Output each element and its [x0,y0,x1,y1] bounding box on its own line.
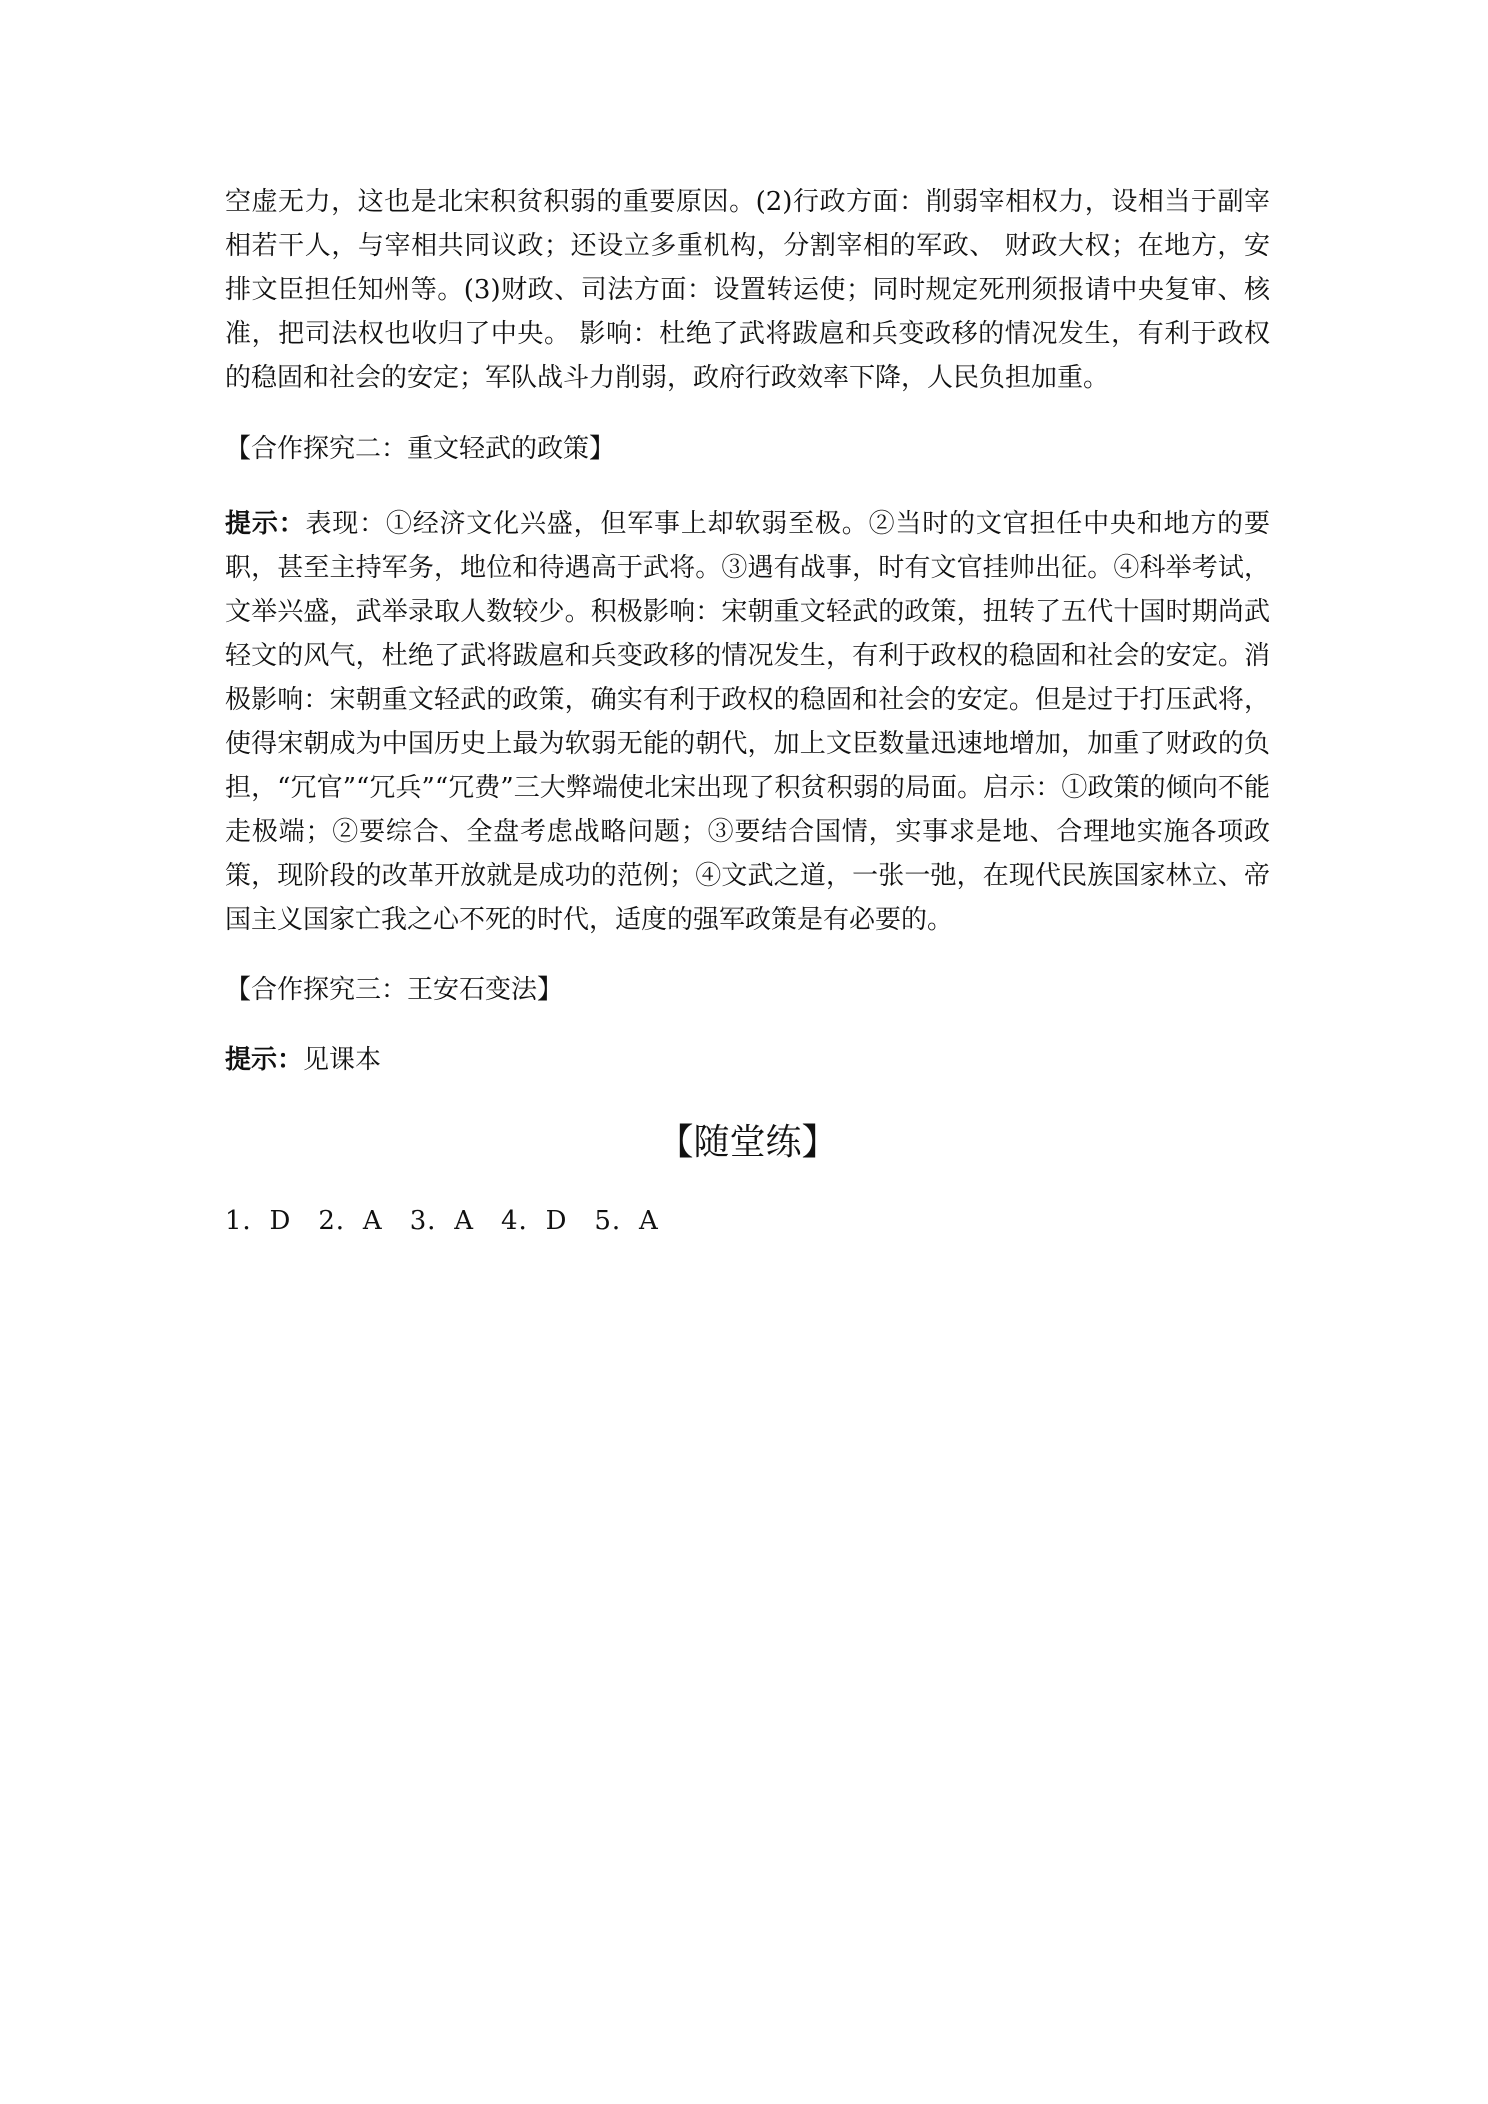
document-page [225,180,1270,1243]
hint-text: 表现：①经济文化兴盛，但军事上却软弱至极。②当时的文官担任中央和地方的要职，甚至主持军务，地位和待遇高于武将。③遇有战事，时有文官挂帅出征。④科举考试，文举兴盛，武举录取人数较少。积极影响：宋朝重文轻武的政策，扭转了五代十国时期尚武轻文的风气，杜绝了武将跋扈和兵变政移的情况发生，有利于政权的稳固和社会的安定。消极影响：宋朝重文轻武的政策，确实有利于政权的稳固和社会的安定。但是过于打压武将，使得宋朝成为中国历史上最为软弱无能的朝代，加上文臣数量迅速地增加，加重了财政的负担，“冗官”“冗兵”“冗费”三大弊端使北宋出现了积贫积弱的局面。启示：①政策的倾向不能走极端；②要综合、全盘考虑战略问题；③要结合国情，实事求是地、合理地实施各项政策，现阶段的改革开放就是成功的范例；④文武之道，一张一弛，在现代民族国家林立、帝国主义国家亡我之心不死的时代，适度的强军政策是有必要的。 [225,509,1270,935]
spacer [225,1082,1270,1118]
practice-title: 【随堂练】 [657,1122,838,1163]
spacer [225,400,1270,427]
spacer [225,1168,1270,1199]
section-two-hint-paragraph [225,502,1270,942]
spacer [225,942,1270,968]
section-two-heading: 【合作探究二：重文轻武的政策】 [225,434,616,464]
hint-text: 见课本 [303,1045,382,1075]
spacer [225,471,1270,502]
section-three-heading: 【合作探究三：王安石变法】 [225,975,564,1005]
hint-label: 提示： [225,509,306,539]
continuation-paragraph: 空虚无力，这也是北宋积贫积弱的重要原因。(2)行政方面：削弱宰相权力，设相当于副宰相若干人，与宰相共同议政；还设立多重机构，分割宰相的军政、 财政大权；在地方，安排文臣担任知州等。(3)财政、司法方面：设置转运使；同时规定死刑须报请中央复审、核准，把司法权也收归了中央。 影响：杜绝了武将跋扈和兵变政移的情况发生，有利于政权的稳固和社会的安定；军队战斗力削弱，政府行政效率下降，人民负担加重。 [225,187,1270,393]
practice-answers: 1．D 2．A 3．A 4．D 5．A [225,1206,659,1236]
spacer [225,1012,1270,1038]
hint-label: 提示： [225,1045,304,1075]
section-three-hint-paragraph [225,1038,1270,1082]
